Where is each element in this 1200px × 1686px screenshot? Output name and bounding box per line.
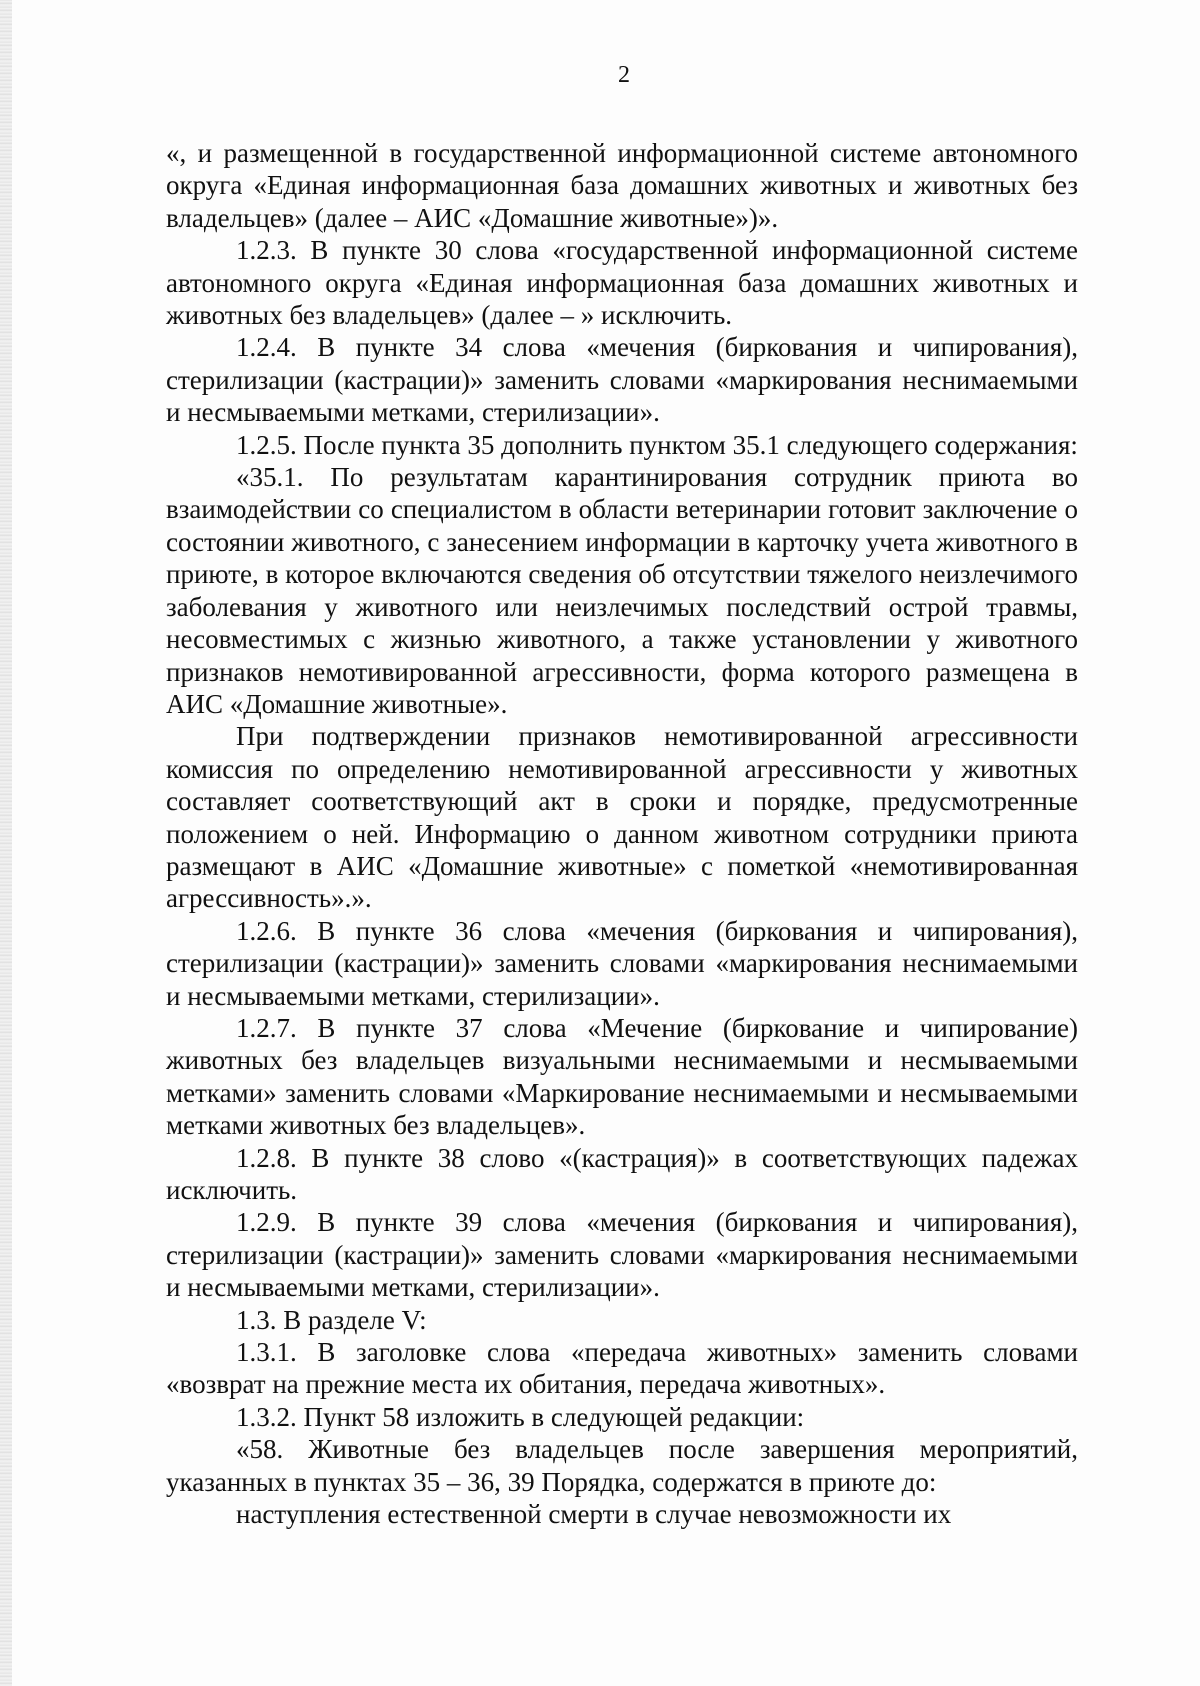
paragraph-natural-death: наступления естественной смерти в случае невозможности их xyxy=(236,1499,952,1530)
paragraph-1-3-2: 1.3.2. Пункт 58 изложить в следующей редакции: xyxy=(236,1401,805,1432)
paragraph-1-2-4: 1.2.4. В пункте 34 слова «мечения (биркования и чипирования), стерилизации (кастрации)» заменить словами «маркирования неснимаемыми и несмываемыми метками, стерилизации». xyxy=(166,332,1078,428)
paragraph-1-2-7: 1.2.7. В пункте 37 слова «Мечение (биркование и чипирование) животных без владельцев визуальными неснимаемыми и несмываемыми метками» заменить словами «Маркирование неснимаемыми и несмываемыми метками животных без владельцев». xyxy=(166,1012,1078,1141)
paragraph-1-2-3: 1.2.3. В пункте 30 слова «государственной информационной системе автономного округа «Единая информационная база домашних животных и животных без владельцев» (далее – » исключить. xyxy=(166,235,1078,331)
document-body xyxy=(166,137,1078,1530)
paragraph-35-1: «35.1. По результатам карантинирования сотрудник приюта во взаимодействии со специалистом в области ветеринарии готовит заключение о состоянии животного, с занесением информации в карточку учета животного в приюте, в которое включаются сведения об отсутствии тяжелого неизлечимого заболевания у животного или неизлечимых последствий острой травмы, несовместимых с жизнью животного, а также установлении у животного признаков немотивированной агрессивности, форма которого размещена в АИС «Домашние животные». xyxy=(166,462,1078,719)
paragraph-continuation: «, и размещенной в государственной информационной системе автономного округа «Единая информационная база домашних животных и животных без владельцев» (далее – АИС «Домашние животные»)». xyxy=(166,138,1078,233)
paragraph-58: «58. Животные без владельцев после завершения мероприятий, указанных в пунктах 35 – 36, 39 Порядка, содержатся в приюте до: xyxy=(166,1434,1078,1497)
paragraph-1-2-8: 1.2.8. В пункте 38 слово «(кастрация)» в соответствующих падежах исключить. xyxy=(166,1142,1078,1205)
scan-edge-artifact xyxy=(0,0,12,1686)
paragraph-1-2-9: 1.2.9. В пункте 39 слова «мечения (биркования и чипирования), стерилизации (кастрации)» заменить словами «маркирования неснимаемыми и несмываемыми метками, стерилизации». xyxy=(166,1207,1078,1303)
paragraph-1-2-6: 1.2.6. В пункте 36 слова «мечения (биркования и чипирования), стерилизации (кастрации)» заменить словами «маркирования неснимаемыми и несмываемыми метками, стерилизации». xyxy=(166,915,1078,1011)
page-number: 2 xyxy=(618,62,630,88)
paragraph-1-3-1: 1.3.1. В заголовке слова «передача животных» заменить словами «возврат на прежние места их обитания, передача животных». xyxy=(166,1337,1078,1400)
paragraph-aggression-commission: При подтверждении признаков немотивированной агрессивности комиссия по определению немотивированной агрессивности у животных составляет соответствующий акт в сроки и порядке, предусмотренные положением о ней. Информацию о данном животном сотрудники приюта размещают в АИС «Домашние животные» с пометкой «немотивированная агрессивность».». xyxy=(166,721,1078,914)
paragraph-1-2-5: 1.2.5. После пункта 35 дополнить пунктом 35.1 следующего содержания: xyxy=(236,429,1078,460)
paragraph-1-3: 1.3. В разделе V: xyxy=(236,1304,427,1335)
